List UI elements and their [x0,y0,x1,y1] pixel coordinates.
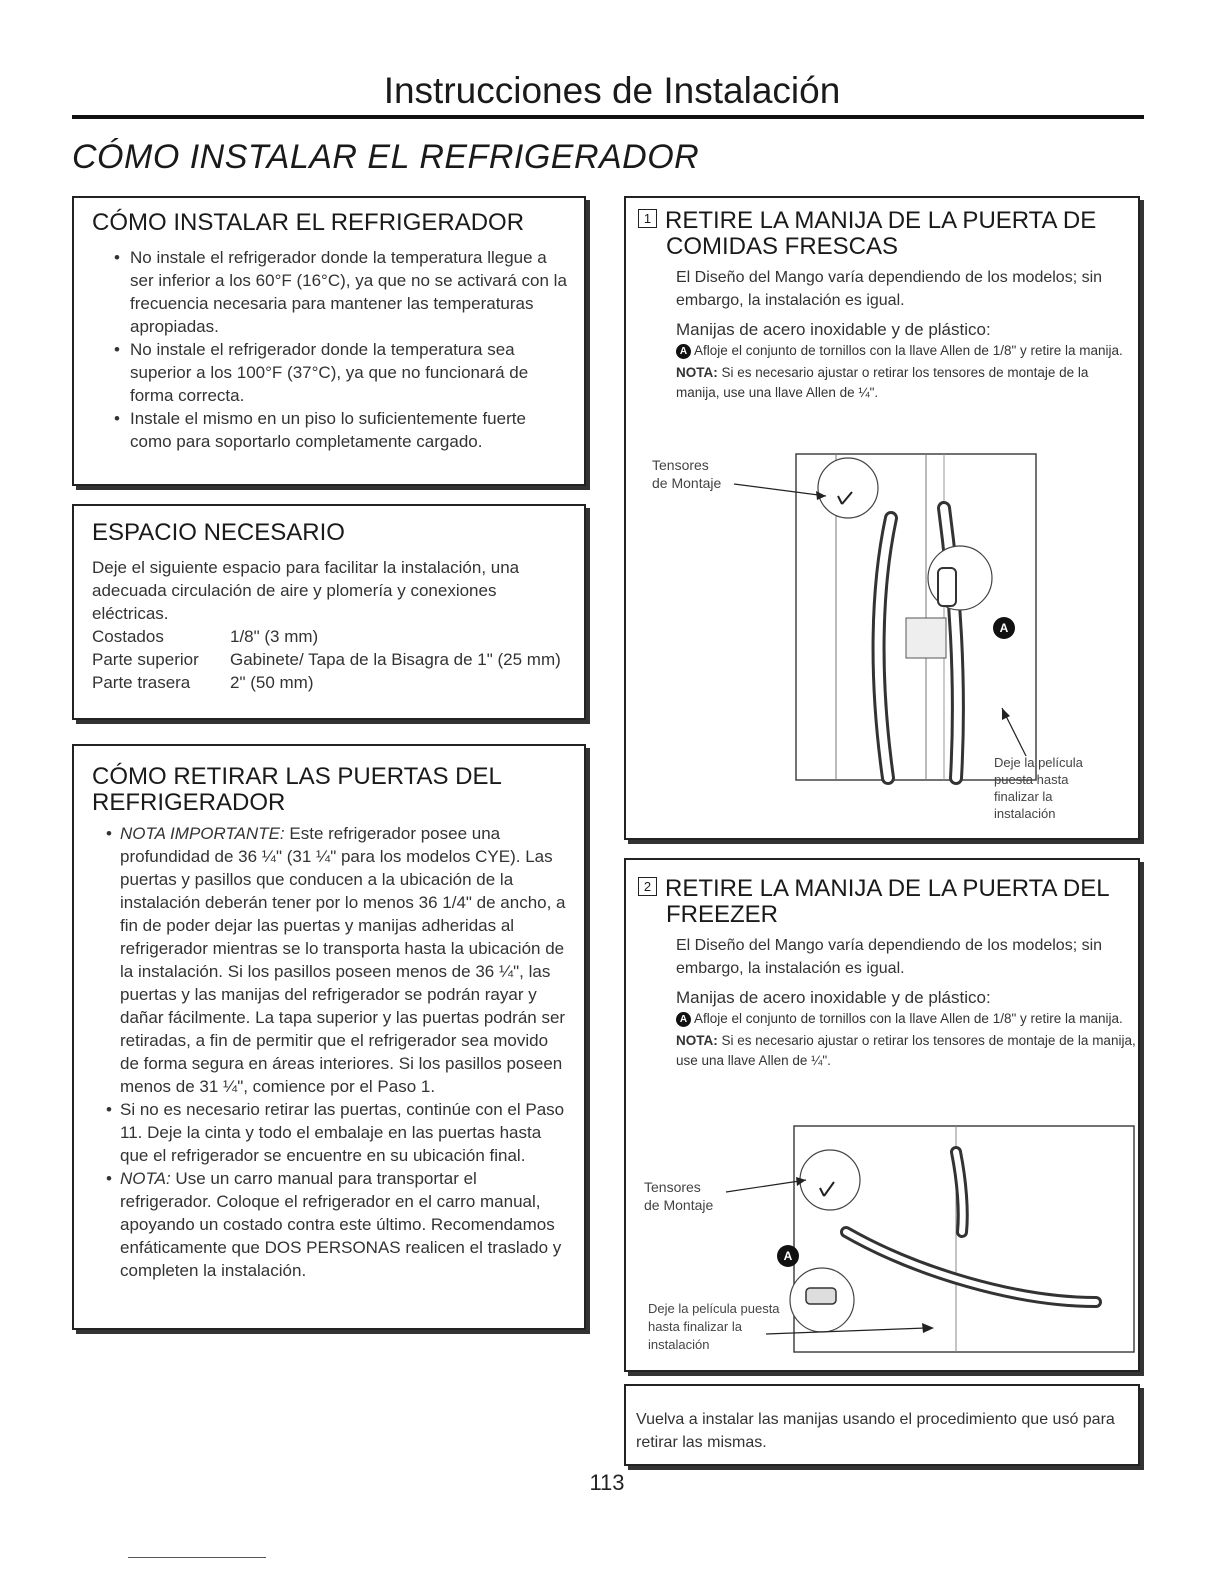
step1-intro: El Diseño del Mango varía dependiendo de los modelos; sin embargo, la instalación es igual. [676,269,1103,309]
illustration-marker-a: A [999,621,1009,635]
space-row [92,648,568,671]
doors-note-important [92,822,570,1098]
step2-note [638,1031,1138,1071]
step2-title-line2: FREEZER [666,901,779,928]
doors-box-title [92,764,570,816]
label-line: instalación [994,806,1056,821]
step2-step-a-text: Afloje el conjunto de tornillos con la llave Allen de 1/8" y retire la manija. [694,1011,1123,1026]
step1-box [624,196,1140,840]
label-line: Tensores [652,457,709,473]
note-text: Este refrigerador posee una profundidad de 36 ¼" (31 ¼" para los modelos CYE). Las puertas y pasillos que conducen a la ubicación de la instalación deberán tener por lo menos 36 1/4" de ancho, a fin de poder dejar las puertas y manijas adheridas al refrigerador mientras se lo transporta hasta la ubicación de la instalación. Si los pasillos poseen menos de 36 ¼", las puertas y las manijas del refrigerador se podrán rayar y dañar fácilmente. La tapa superior y las puertas podrán ser retiradas, a fin de permitir que el refrigerador sea movido de forma segura en áreas interiores. Si los pasillos poseen menos de 31 ¼", comience por el Paso 1. [120,824,566,1096]
label-line: Deje la película puesta [648,1301,780,1316]
note-text: Si es necesario ajustar o retirar los tensores de montaje de la manija, use una llave Allen de ¼". [676,1033,1136,1068]
step-number: 2 [638,877,657,896]
install-bullet: • No instale el refrigerador donde la temperatura sea superior a los 100°F (37°C), ya que no funcionará de forma correcta. [92,338,568,407]
illustration-marker-a: A [783,1249,793,1263]
space-row-label: Parte trasera [92,673,191,692]
doors-title-line1: CÓMO RETIRAR LAS PUERTAS DEL [92,763,502,790]
doors-bullets [92,822,570,1282]
doors-bullet: • Si no es necesario retirar las puertas, continúe con el Paso 11. Deje la cinta y todo el embalaje en las puertas hasta que el refrigerador se encuentre en su ubicación final. [92,1098,570,1167]
note-label: NOTA: [676,1033,718,1048]
install-bullets [92,246,568,453]
step1-step-a-text: Afloje el conjunto de tornillos con la llave Allen de 1/8" y retire la manija. [694,343,1123,358]
label-line: Tensores [644,1179,701,1195]
space-row-value: 1/8" (3 mm) [230,627,319,646]
label-line: instalación [648,1337,710,1352]
header-rule [72,115,1144,119]
space-box [72,504,586,720]
note-text: Use un carro manual para transportar el refrigerador. Coloque el refrigerador en el carro manual, apoyando un costado contra este último. Recomendamos enfáticamente que DOS PERSONAS realicen el traslado y completen la instalación. [120,1169,562,1280]
marker-a-icon: A [676,1012,691,1027]
space-row [92,625,568,648]
step2-intro: El Diseño del Mango varía dependiendo de los modelos; sin embargo, la instalación es igual. [676,937,1103,977]
step2-title [638,876,1138,928]
step1-title [638,208,1134,260]
label-line: hasta finalizar la [648,1319,742,1334]
note-label: NOTA IMPORTANTE: [120,824,285,843]
doors-note [92,1167,570,1282]
note-label: NOTA: [676,365,718,380]
label-line: finalizar la [994,789,1053,804]
step2-label-tensores [644,1178,713,1214]
space-row-value: 2" (50 mm) [230,673,314,692]
note-label: NOTA: [120,1169,171,1188]
step1-step-a [638,341,1134,361]
section-title: CÓMO INSTALAR EL REFRIGERADOR [72,138,700,176]
space-row-label: Costados [92,627,164,646]
step1-label-tensores [652,456,721,492]
step1-note [638,363,1134,403]
doors-title-line2: REFRIGERADOR [92,789,286,816]
step2-label-film [648,1300,780,1354]
space-intro: Deje el siguiente espacio para facilitar la instalación, una adecuada circulación de aire y plomería y conexiones eléctricas. [92,558,520,623]
step1-label-film [994,754,1083,822]
footer-link-rule [128,1557,266,1558]
step-number: 1 [638,209,657,228]
install-box-title: CÓMO INSTALAR EL REFRIGERADOR [92,209,525,236]
label-line: Deje la película [994,755,1083,770]
step1-subhead: Manijas de acero inoxidable y de plástico: [676,320,991,339]
page-header-title: Instrucciones de Instalación [383,70,841,111]
label-line: de Montaje [652,475,722,491]
step2-box [624,858,1140,1372]
space-box-title: ESPACIO NECESARIO [92,519,345,546]
space-table [92,625,568,694]
label-line: de Montaje [644,1197,714,1213]
step1-title-line2: COMIDAS FRESCAS [666,233,899,260]
step2-step-a [638,1009,1138,1029]
install-box [72,196,586,486]
label-line: puesta hasta [994,772,1069,787]
space-row-label: Parte superior [92,650,199,669]
install-bullet: • Instale el mismo en un piso lo suficientemente fuerte como para soportarlo completamente cargado. [92,407,568,453]
reinstall-box [624,1384,1140,1466]
step2-subhead: Manijas de acero inoxidable y de plástico: [676,988,991,1007]
page-number: 113 [589,1470,625,1495]
note-text: Si es necesario ajustar o retirar los tensores de montaje de la manija, use una llave Allen de ¼". [676,365,1089,400]
doors-box [72,744,586,1330]
step1-title-line1: RETIRE LA MANIJA DE LA PUERTA DE [665,207,1097,234]
install-bullet: • No instale el refrigerador donde la temperatura llegue a ser inferior a los 60°F (16°C), ya que no se activará con la frecuencia necesaria para mantener las temperaturas apropiadas. [92,246,568,338]
marker-a-icon: A [676,344,691,359]
reinstall-text: Vuelva a instalar las manijas usando el procedimiento que usó para retirar las mismas. [636,1411,1115,1451]
space-row-value: Gabinete/ Tapa de la Bisagra de 1" (25 mm) [230,650,561,669]
space-row [92,671,568,694]
step2-title-line1: RETIRE LA MANIJA DE LA PUERTA DEL [665,875,1110,902]
